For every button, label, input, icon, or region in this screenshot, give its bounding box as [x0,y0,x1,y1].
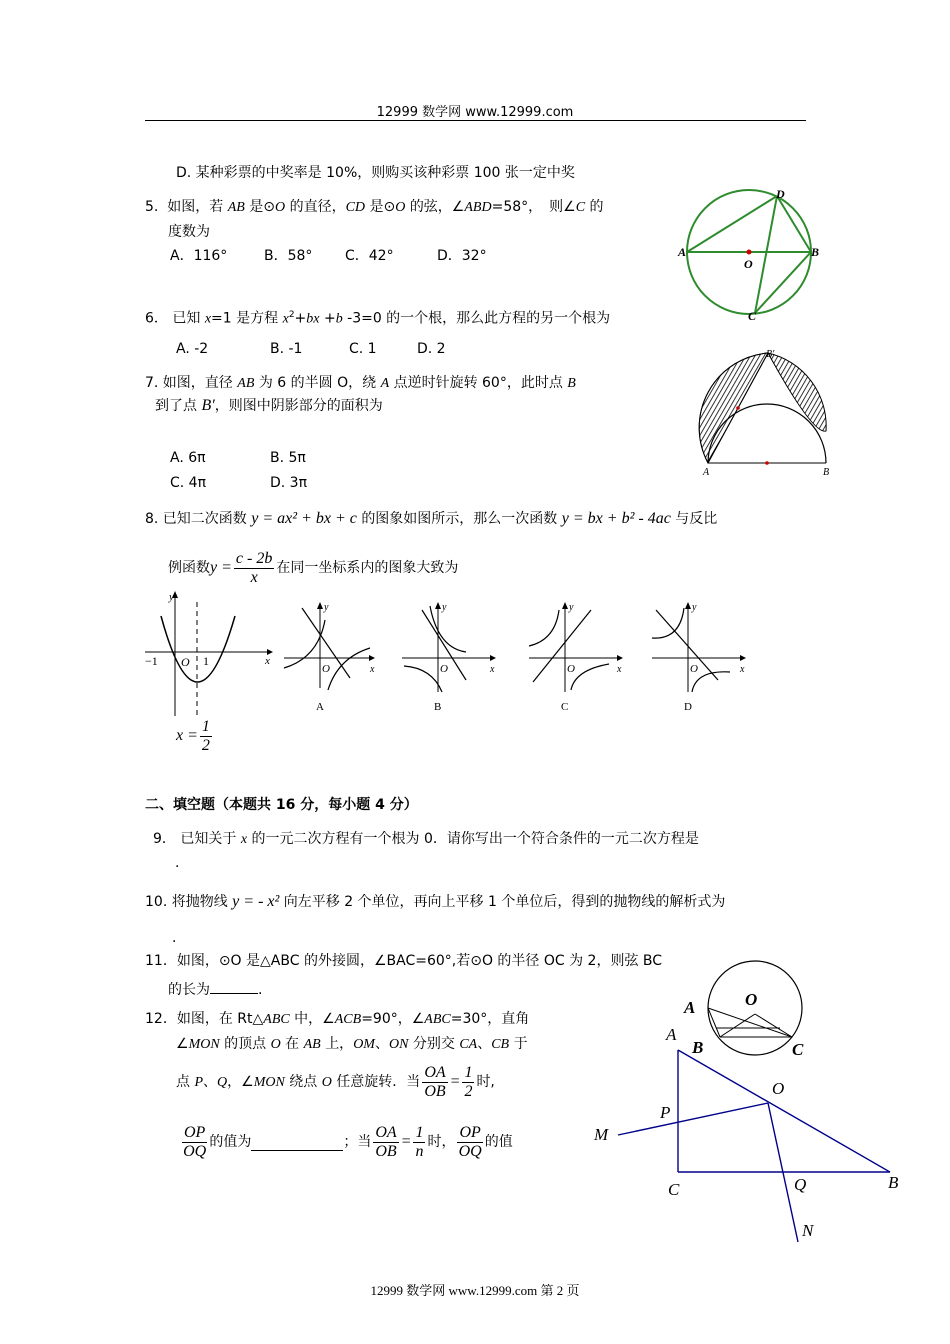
q12-label-a: A [666,1025,677,1044]
q5-line2: 度数为 [168,224,210,240]
q5-label-o: O [744,257,753,271]
q8-a-y: y [324,602,329,613]
q12-line1: 12．如图，在 Rt△ABC 中，∠ACB=90°，∠ABC=30°，直角 [145,1011,530,1027]
q7-option-a: A. 6π [170,450,206,466]
q11-label-a: A [684,998,696,1017]
q12-line2: ∠MON 的顶点 O 在 AB 上，OM、ON 分别交 CA、CB 于 [176,1036,528,1052]
q4-option-d: D. 某种彩票的中奖率是 10%，则购买该种彩票 100 张一定中奖 [176,165,575,181]
q11-line1: 11．如图，⊙O 是△ABC 的外接圆，∠BAC=60°,若⊙O 的半径 OC 为 2，则弦 BC [145,953,663,969]
q12-label-o: O [772,1079,785,1098]
q12-op-oq-fraction-2: $\frac{OP}{OQ}$ [458,1123,482,1160]
q8-c-y: y [569,602,574,613]
q12-line4: $\frac{OP}{OQ}$ 的值为 ；当 $\frac{OA}{OB}$ = $\frac{1}{n}$ 时， $\frac{OP}{OQ}$ 的值 [183,1123,513,1160]
q5-option-c: C．42° [345,248,394,264]
q12-label-m: M [594,1125,609,1144]
q12-oa-ob-fraction-2: $\frac{OA}{OB}$ [375,1123,397,1160]
q7-option-d: D. 3π [270,475,308,491]
q12-label-n: N [802,1221,814,1240]
q8-choice-c-label: C [561,701,569,713]
q7-label-a: A [703,467,710,478]
q12-triangle-figure [590,1020,910,1245]
q12-half-fraction: $\frac{1}{2}$ [464,1063,473,1100]
q7-line2: 到了点 B′，则图中阴影部分的面积为 [155,397,383,414]
q8-axis-label: x = $\frac{1}{2}$ [176,717,210,754]
q8-choice-c-graph [525,600,630,715]
q12-label-p: P [660,1103,671,1122]
q6-option-b: B. -1 [270,341,303,357]
q8-line1: 8. 已知二次函数 y = ax² + bx + c 的图象如图所示，那么一次函数 y = bx + b² - 4ac 与反比 [145,510,718,527]
q5-label-c: C [748,309,757,320]
q8-choice-b-label: B [434,701,442,713]
q8-main-y: y [169,591,174,603]
q8-parabola-graph [143,588,278,720]
q7-line1: 7. 如图，直径 AB 为 6 的半圆 O，绕 A 点逆时针旋转 60°，此时点 B [145,375,576,391]
q9-end: . [175,855,180,871]
q12-label-b: B [888,1173,899,1192]
q8-b-y: y [442,602,447,613]
q6-option-a: A. -2 [176,341,209,357]
q7-label-bprime: B′ [766,349,775,360]
q11-line2: 的长为 . [168,977,262,1000]
q5-label-a: A [678,245,687,259]
q12-1-n-fraction: $\frac{1}{n}$ [415,1123,424,1160]
q8-c-x: x [617,664,622,675]
section-2-title: 二、填空题（本题共 16 分，每小题 4 分） [145,797,418,813]
q8-c-o: O [567,663,575,675]
q5-option-d: D．32° [437,248,487,264]
q8-main-neg1: −1 [145,654,158,668]
q8-main-one: 1 [203,654,209,668]
q7-option-b: B. 5π [270,450,306,466]
page-footer: 12999 数学网 www.12999.com 第 2 页 [370,1283,580,1298]
q8-line2: 例函数y = $\frac{c - 2b}{x}$ 在同一坐标系内的图象大致为 [168,549,459,586]
page-header: 12999 数学网 www.12999.com [376,105,574,120]
q8-d-x: x [740,664,745,675]
q11-label-o: O [745,990,758,1009]
q8-a-x: x [370,664,375,675]
q7-option-c: C. 4π [170,475,207,491]
header-rule [145,120,806,121]
q8-inverse-fraction: $\frac{c - 2b}{x}$ [235,549,273,586]
q8-d-y: y [692,602,697,613]
q7-semicircle-figure [673,345,839,479]
q8-choice-a-graph [280,600,380,715]
q10-end: . [172,930,177,946]
q5-label-b: B [811,245,820,259]
q8-choice-d-graph [648,600,753,715]
q9-line1: 9． 已知关于 x 的一元二次方程有一个根为 0．请你写出一个符合条件的一元二次方程是 [153,831,699,847]
q12-oa-ob-fraction: $\frac{OA}{OB}$ [424,1063,446,1100]
q8-b-x: x [490,664,495,675]
q12-answer-blank[interactable] [251,1134,343,1151]
q11-answer-blank[interactable] [210,977,258,994]
q8-a-o: O [322,663,330,675]
q5-line1: 5. 如图，若 AB 是⊙O 的直径，CD 是⊙O 的弦，∠ABD=58°， 则∠C 的 [145,199,604,215]
q8-b-o: O [440,663,448,675]
q5-option-a: A．116° [170,248,228,264]
q5-circle-figure [676,186,822,320]
q12-op-oq-fraction-1: $\frac{OP}{OQ}$ [183,1123,207,1160]
q8-main-o: O [181,655,190,669]
q5-option-b: B．58° [264,248,313,264]
q5-label-d: D [776,187,785,201]
q12-label-c: C [668,1180,680,1199]
q6-option-c: C. 1 [349,341,377,357]
q12-line3: 点 P、Q，∠MON 绕点 O 任意旋转．当 $\frac{OA}{OB}$ = $\frac{1}{2}$ 时, [176,1063,495,1100]
q11-label-c: C [792,1040,804,1059]
q8-axis-fraction: $\frac{1}{2}$ [201,717,210,754]
q8-choice-b-graph [398,600,503,715]
q11-label-b: B [692,1038,704,1057]
q10-line1: 10. 将抛物线 y = - x² 向左平移 2 个单位，再向上平移 1 个单位后，得到的抛物线的解析式为 [145,893,726,910]
q8-main-x: x [265,655,270,667]
q6-line1: 6． 已知 x=1 是方程 $x^2+bx +b$ -3=0 的一个根，那么此方程的另一个根为 [145,310,611,327]
q6-option-d: D. 2 [417,341,446,357]
q8-choice-a-label: A [316,701,324,713]
q8-choice-d-label: D [684,701,692,713]
q7-label-b: B [823,467,830,478]
q12-label-q: Q [794,1175,807,1194]
q8-d-o: O [690,663,698,675]
